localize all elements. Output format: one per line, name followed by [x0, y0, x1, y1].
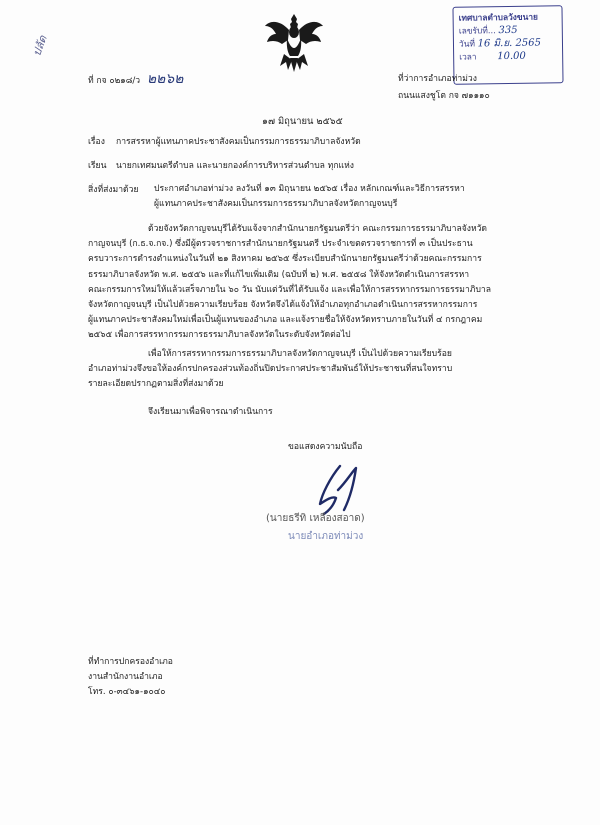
stamp-date-label: วันที่ [458, 38, 475, 49]
signer-title: นายอำเภอท่าม่วง [288, 531, 364, 542]
letter-date: ๑๗ มิถุนายน ๒๕๖๕ [262, 116, 343, 127]
body1-line: ผู้แทนภาคประชาสังคมใหม่เพื่อเป็นผู้แทนของอำเภอ และแจ้งรายชื่อให้จังหวัดทราบภายในวันที่ ๔ กรกฎาคม [88, 315, 483, 326]
attachment-lines [154, 182, 465, 212]
regards: ขอแสดงความนับถือ [288, 442, 363, 452]
body-paragraph-2 [88, 347, 452, 393]
doc-number-handwritten: ๒๒๖๒ [146, 71, 184, 87]
attachment-line: ผู้แทนภาคประชาสังคมเป็นกรรมการธรรมาภิบาลจังหวัดกาญจนบุรี [154, 199, 398, 210]
body2-line: รายละเอียดปรากฏตามสิ่งที่ส่งมาด้วย [88, 379, 224, 390]
footer-contact [88, 655, 173, 701]
to-text: นายกเทศมนตรีตำบล และนายกองค์การบริหารส่วนตำบล ทุกแห่ง [116, 161, 354, 171]
body1-line: ธรรมาภิบาลจังหวัด พ.ศ. ๒๕๕๖ และที่แก้ไขเพิ่มเติม (ฉบับที่ ๒) พ.ศ. ๒๕๕๘ ให้จังหวัดดำเนินการสรรหา [88, 269, 470, 280]
to-label: เรียน [88, 161, 107, 171]
office-line1: ที่ว่าการอำเภอท่าม่วง [398, 74, 477, 84]
closing-request: จึงเรียนมาเพื่อพิจารณาดำเนินการ [148, 407, 273, 417]
body1-line: กาญจนบุรี (ก.ธ.จ.กจ.) ซึ่งมีผู้ตรวจราชการสำนักนายกรัฐมนตรี ประจำเขตตรวจราชการที่ ๓ เป็นประธาน [88, 239, 473, 250]
footer-line: โทร. ๐-๓๔๖๑-๑๐๔๐ [88, 687, 166, 698]
body-paragraph-1 [88, 222, 491, 344]
stamp-recv-label: เลขรับที่... [458, 25, 496, 36]
stamp-recv-no: 335 [498, 24, 518, 37]
body2-line: อำเภอท่าม่วงจึงขอให้องค์กรปกครองส่วนท้องถิ่นปิดประกาศประชาสัมพันธ์ให้ประชาชนที่สนใจทราบ [88, 364, 453, 375]
body1-line: คณะกรรมการใหม่ให้แล้วเสร็จภายใน ๖๐ วัน นับแต่วันที่ได้รับแจ้ง และเพื่อให้การสรรหากรรมการธรรมาภิบาล [88, 284, 491, 295]
body1-line: ๒๕๖๕ เพื่อการสรรหากรรมการธรรมาภิบาลจังหวัดในระดับจังหวัดต่อไป [88, 330, 351, 341]
stamp-date: 16 มิ.ย. 2565 [477, 37, 542, 50]
doc-number-prefix: ที่ กจ ๐๒๑๘/ว [88, 76, 141, 86]
attachment-label: สิ่งที่ส่งมาด้วย [88, 185, 139, 195]
attachment-line: ประกาศอำเภอท่าม่วง ลงวันที่ ๑๓ มิถุนายน ๒๕๖๕ เรื่อง หลักเกณฑ์และวิธีการสรรหา [154, 184, 465, 194]
body1-line: จังหวัดกาญจนบุรี เป็นไปด้วยความเรียบร้อย จังหวัดจึงได้แจ้งให้อำเภอทุกอำเภอดำเนินการสรรหากรรมการ [88, 300, 478, 311]
stamp-time-label: เวลา [459, 51, 477, 62]
garuda-emblem-icon [262, 10, 326, 74]
body2-line: เพื่อให้การสรรหากรรมการธรรมาภิบาลจังหวัดกาญจนบุรี เป็นไปด้วยความเรียบร้อย [148, 349, 452, 359]
body1-line: ด้วยจังหวัดกาญจนบุรีได้รับแจ้งจากสำนักนายกรัฐมนตรีว่า คณะกรรมการธรรมาภิบาลจังหวัด [148, 224, 488, 234]
doc-number [88, 73, 183, 87]
footer-line: ที่ทำการปกครองอำเภอ [88, 657, 173, 667]
stamp-time: 10.00 [497, 50, 526, 63]
footer-line: งานสำนักงานอำเภอ [88, 672, 163, 683]
signature-icon [300, 460, 380, 520]
subject-text: การสรรหาผู้แทนภาคประชาสังคมเป็นกรรมการธรรมาภิบาลจังหวัด [116, 137, 361, 147]
office-line2: ถนนแสงชูโต กจ ๗๑๑๑๐ [398, 91, 490, 101]
signer-name: (นายธรีทิ เหลืองสอาด) [266, 513, 365, 524]
subject-label: เรื่อง [88, 137, 105, 147]
stamp-org: เทศบาลตำบลวังขนาย [458, 11, 538, 23]
body1-line: ครบวาระการดำรงตำแหน่งในวันที่ ๒๑ สิงหาคม ๒๕๖๕ ซึ่งระเบียบสำนักนายกรัฐมนตรีว่าด้วยคณะกรรมการ [88, 254, 482, 265]
margin-note: ปลัด [30, 33, 50, 58]
stamp-time-row [459, 49, 557, 63]
